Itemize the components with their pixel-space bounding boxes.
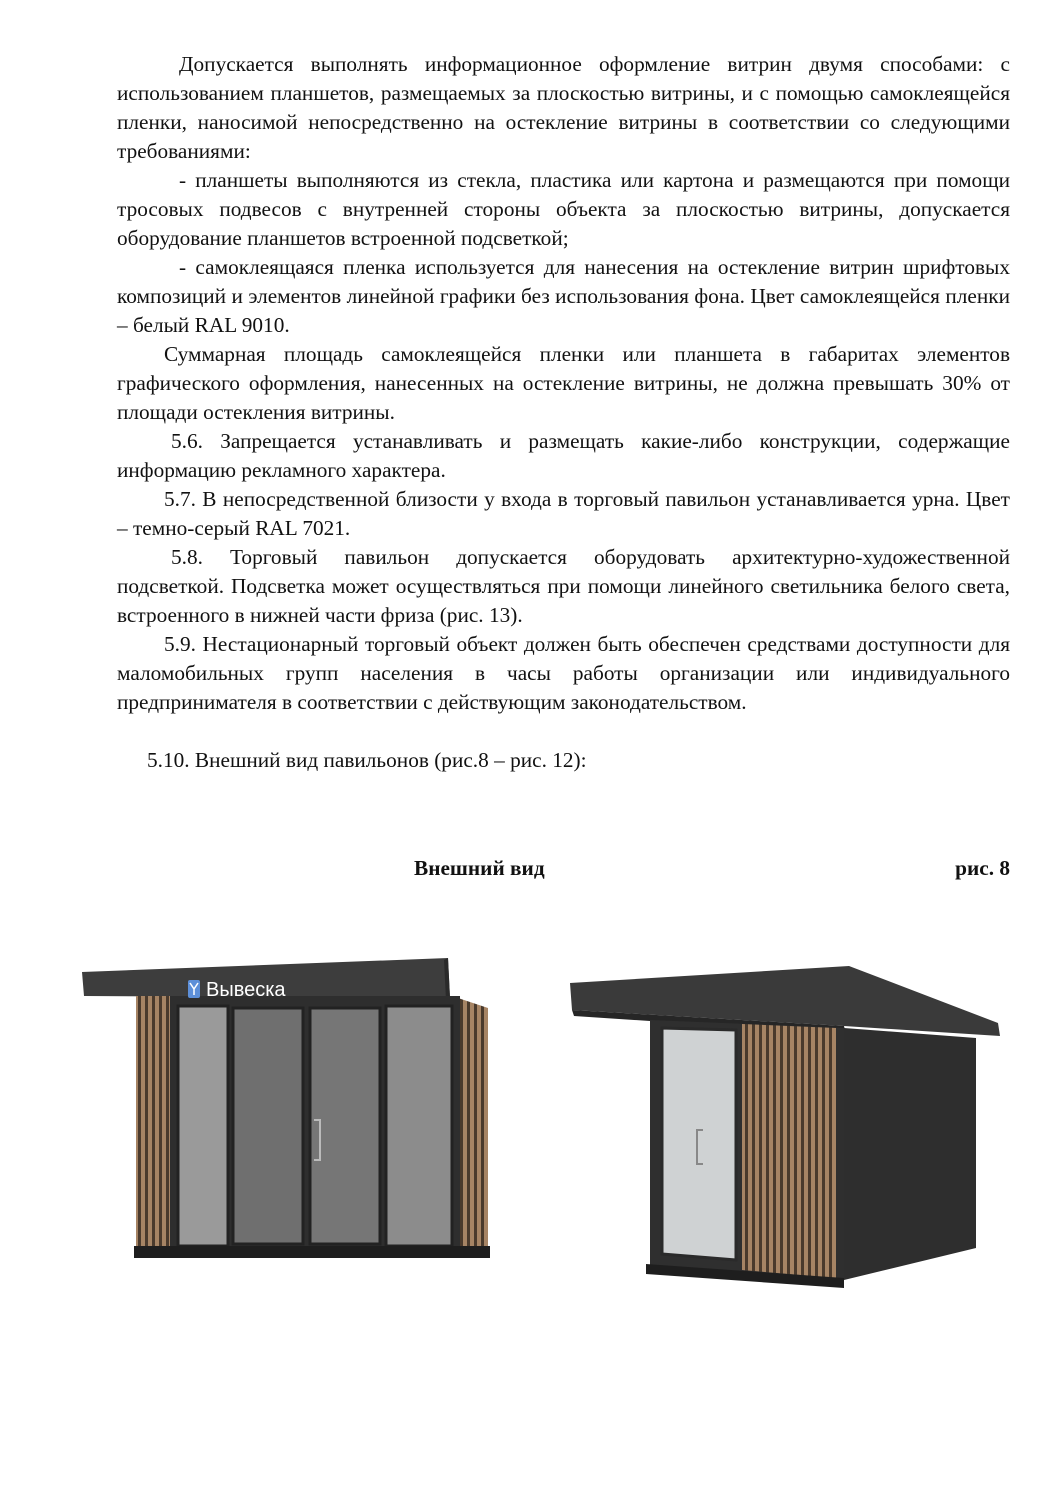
side-wall bbox=[844, 1028, 976, 1280]
body-text bbox=[117, 50, 1010, 775]
paragraph-4: Суммарная площадь самоклеящейся пленки или планшета в габаритах элементов графического оформления, нанесенных на остекление витрины, не должна превышать 30% от площади остекления витрины. bbox=[117, 342, 1010, 424]
wood-panel bbox=[742, 1024, 836, 1278]
paragraph-2: - планшеты выполняются из стекла, пластика или картона и размещаются при помощи тросовых подвесов с внутренней стороны объекта за плоскостью витрины, допускается оборудование планшетов встроенной подсветкой; bbox=[117, 168, 1010, 250]
paragraph-6: 5.7. В непосредственной близости у входа в торговый павильон устанавливается урна. Цвет – темно-серый RAL 7021. bbox=[117, 487, 1010, 540]
wood-panel-left bbox=[136, 996, 172, 1246]
paragraph-3: - самоклеящаяся пленка используется для нанесения на остекление витрин шрифтовых композиций и элементов линейной графики без использования фона. Цвет самоклеящейся пленки – белый RAL 9010. bbox=[117, 255, 1010, 337]
figure-title: Внешний вид bbox=[414, 856, 545, 880]
paragraph-1: Допускается выполнять информационное оформление витрин двумя способами: с использованием планшетов, размещаемых за плоскостью витрины, и с помощью самоклеящейся пленки, наносимой непосредственно на остекление витрины в соответствии со следующими требованиями: bbox=[117, 52, 1010, 163]
sign-text: Вывеска bbox=[206, 979, 286, 1001]
pavilion-front-illustration bbox=[78, 950, 528, 1270]
base bbox=[134, 1246, 490, 1258]
pavilion-side-illustration bbox=[566, 958, 1006, 1288]
paragraph-7: 5.8. Торговый павильон допускается оборудовать архитектурно-художественной подсветкой. Подсветка может осуществляться при помощи линейного светильника белого света, встроенного в нижней части фриза (рис. 13). bbox=[117, 545, 1010, 627]
paragraph-9: 5.10. Внешний вид павильонов (рис.8 – рис. 12): bbox=[147, 748, 587, 772]
paragraph-5: 5.6. Запрещается устанавливать и размещать какие-либо конструкции, содержащие информацию рекламного характера. bbox=[117, 429, 1010, 482]
figure-label: рис. 8 bbox=[955, 856, 1010, 880]
door-glass bbox=[662, 1028, 736, 1260]
wood-panel-right bbox=[458, 998, 488, 1250]
paragraph-8: 5.9. Нестационарный торговый объект должен быть обеспечен средствами доступности для маломобильных групп населения в часы работы организации или индивидуального предпринимателя в соответствии с действующим законодательством. bbox=[117, 632, 1010, 714]
